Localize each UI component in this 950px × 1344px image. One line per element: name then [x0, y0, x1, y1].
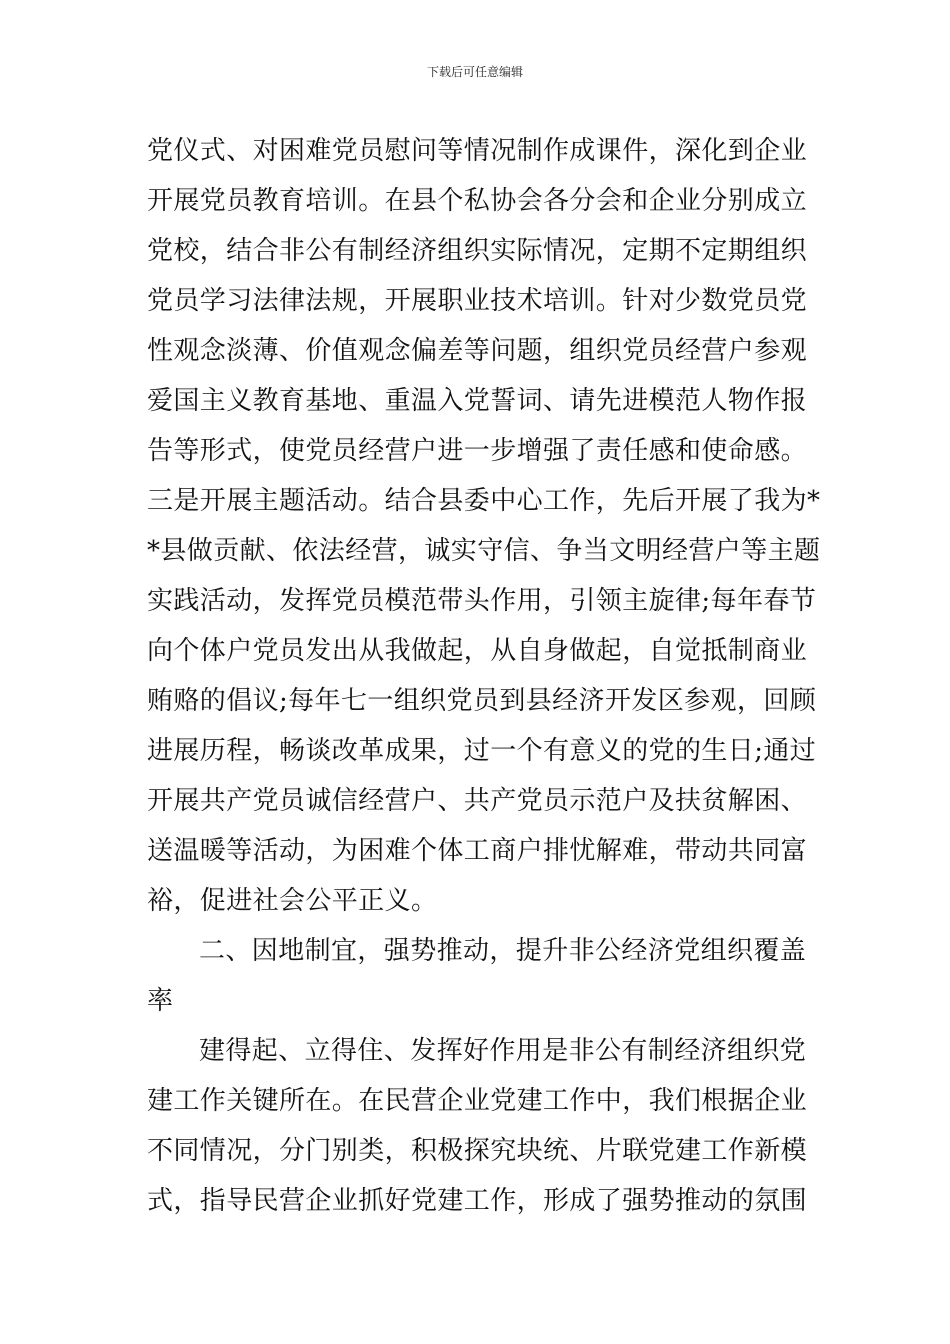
text-line: 爱国主义教育基地、重温入党誓词、请先进模范人物作报 — [147, 386, 808, 416]
text-line: 贿赂的倡议;每年七一组织党员到县经济开发区参观，回顾 — [147, 686, 817, 716]
text-line: 进展历程，畅谈改革成果，过一个有意义的党的生日;通过 — [147, 736, 817, 766]
text-line: 建得起、立得住、发挥好作用是非公有制经济组织党 — [199, 1036, 807, 1066]
text-line: 性观念淡薄、价值观念偏差等问题，组织党员经营户参观 — [147, 336, 808, 366]
section-heading: 二、因地制宜，强势推动，提升非公经济党组织覆盖 — [199, 936, 807, 966]
text-line: 不同情况，分门别类，积极探究块统、片联党建工作新模 — [147, 1136, 808, 1166]
text-line: 裕，促进社会公平正义。 — [147, 886, 438, 916]
text-line: 三是开展主题活动。结合县委中心工作，先后开展了我为* — [147, 486, 821, 516]
body-text — [147, 126, 827, 1226]
text-line: 实践活动，发挥党员模范带头作用，引领主旋律;每年春节 — [147, 586, 817, 616]
text-line: 送温暖等活动，为困难个体工商户排忧解难，带动共同富 — [147, 836, 808, 866]
text-line: 开展党员教育培训。在县个私协会各分会和企业分别成立 — [147, 186, 808, 216]
text-line: 开展共产党员诚信经营户、共产党员示范户及扶贫解困、 — [147, 786, 808, 816]
text-line: 向个体户党员发出从我做起，从自身做起，自觉抵制商业 — [147, 636, 808, 666]
text-line: 建工作关键所在。在民营企业党建工作中，我们根据企业 — [147, 1086, 808, 1116]
text-line: 党员学习法律法规，开展职业技术培训。针对少数党员党 — [147, 286, 808, 316]
text-line: 党仪式、对困难党员慰问等情况制作成课件，深化到企业 — [147, 136, 808, 166]
section-heading-continued: 率 — [147, 986, 174, 1016]
text-line: *县做贡献、依法经营，诚实守信、争当文明经营户等主题 — [147, 536, 821, 566]
text-line: 党校，结合非公有制经济组织实际情况，定期不定期组织 — [147, 236, 808, 266]
text-line: 告等形式，使党员经营户进一步增强了责任感和使命感。 — [147, 436, 808, 466]
text-line: 式，指导民营企业抓好党建工作，形成了强势推动的氛围 — [147, 1186, 808, 1216]
page-header: 下载后可任意编辑 — [426, 65, 523, 79]
